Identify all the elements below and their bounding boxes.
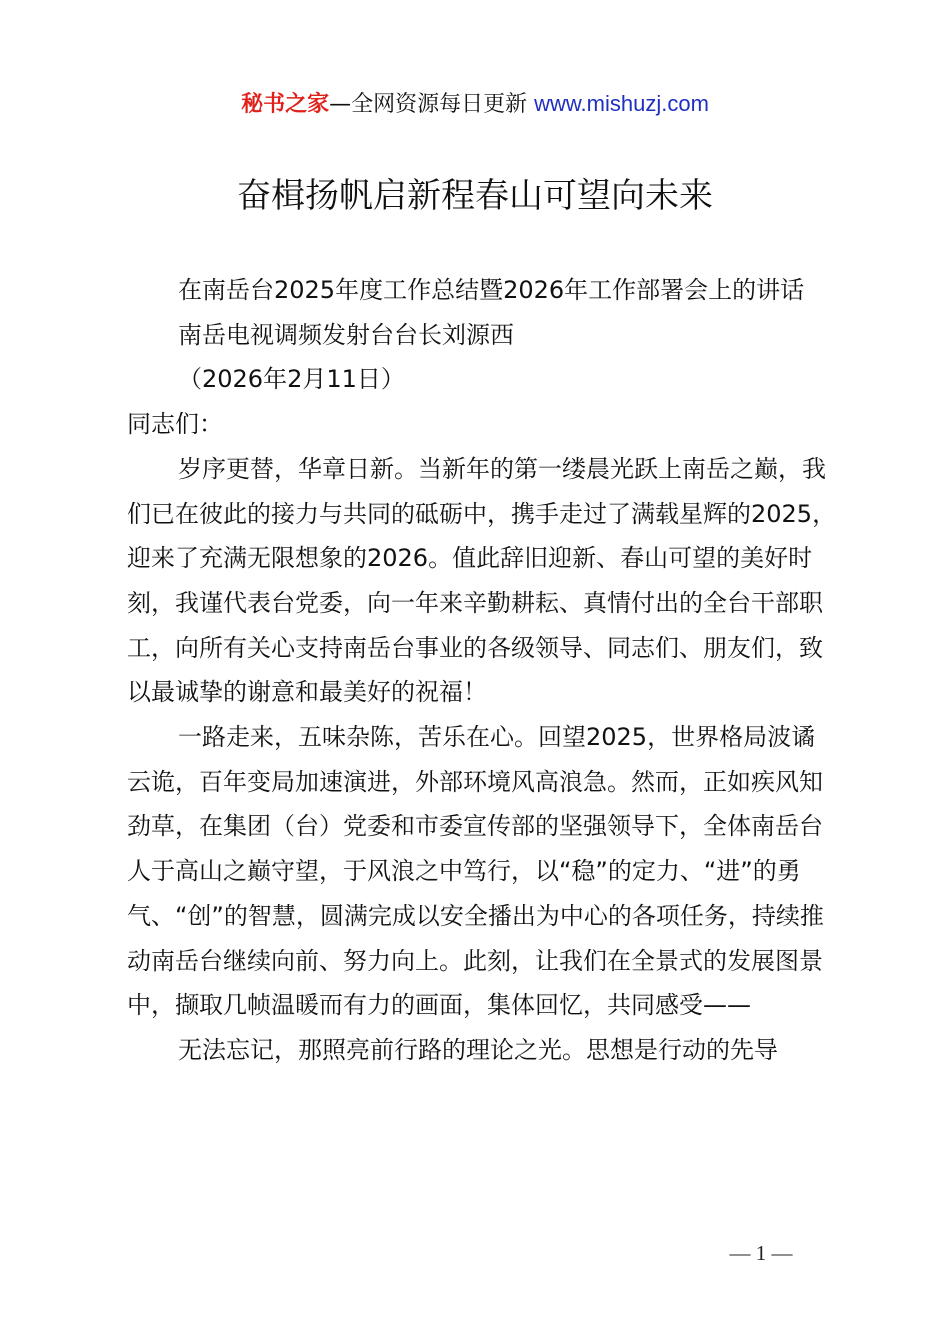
page-number: — 1 — bbox=[729, 1241, 793, 1265]
salutation: 同志们： bbox=[127, 410, 223, 439]
document-body bbox=[127, 268, 837, 1073]
speech-date: （2026年2月11日） bbox=[178, 365, 405, 394]
paragraph-3: 无法忘记，那照亮前行路的理论之光。思想是行动的先导 bbox=[178, 1035, 778, 1064]
brand-name: 秘书之家 bbox=[241, 92, 330, 117]
site-tagline: —全网资源每日更新 bbox=[329, 92, 535, 117]
document-title: 奋楫扬帆启新程春山可望向未来 bbox=[237, 176, 713, 216]
site-header bbox=[0, 88, 950, 121]
paragraph-1: 岁序更替，华章日新。当新年的第一缕晨光跃上南岳之巅，我们已在彼此的接力与共同的砥砺中，携手走过了满载星辉的2025，迎来了充满无限想象的2026。值此辞旧迎新、春山可望的美好时刻，我谨代表台党委，向一年来辛勤耕耘、真情付出的全台干部职工，向所有关心支持南岳台事业的各级领导、同志们、朋友们，致以最诚挚的谢意和最美好的祝福！ bbox=[127, 454, 837, 707]
paragraph-2: 一路走来，五味杂陈，苦乐在心。回望2025，世界格局波谲云诡，百年变局加速演进，外部环境风高浪急。然而，正如疾风知劲草，在集团（台）党委和市委宣传部的坚强领导下，全体南岳台人于高山之巅守望，于风浪之中笃行，以“稳”的定力、“进”的勇气、“创”的智慧，圆满完成以安全播出为中心的各项任务，持续推动南岳台继续向前、努力向上。此刻，让我们在全景式的发展图景中，撷取几帧温暖而有力的画面，集体回忆，共同感受—— bbox=[127, 723, 824, 1020]
site-url-link[interactable]: www.mishuzj.com bbox=[534, 91, 709, 116]
speech-subtitle: 在南岳台2025年度工作总结暨2026年工作部署会上的讲话 bbox=[178, 276, 805, 304]
speaker-line: 南岳电视调频发射台台长刘源西 bbox=[178, 320, 514, 349]
